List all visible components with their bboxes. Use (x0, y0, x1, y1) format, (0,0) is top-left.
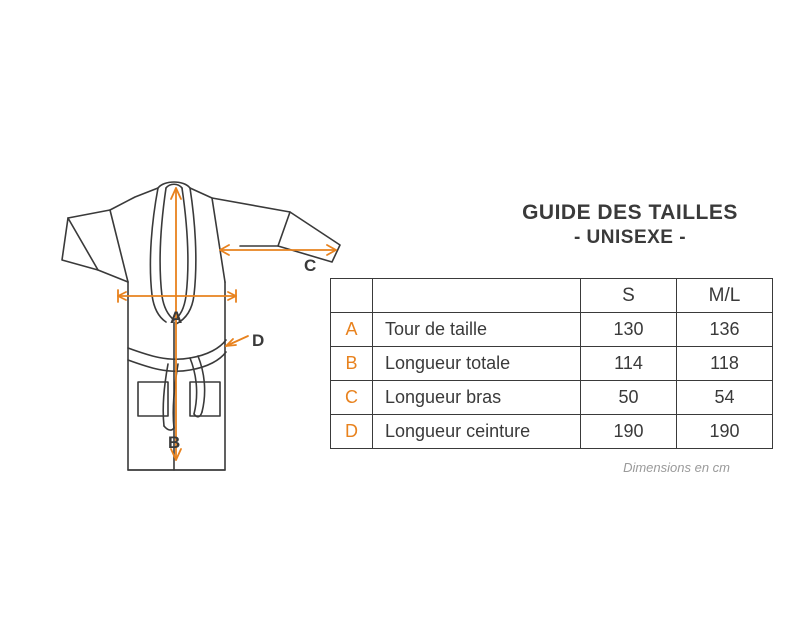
row-value-ml: 190 (677, 415, 773, 449)
page-title: GUIDE DES TAILLES (522, 201, 738, 224)
marker-label-b: B (168, 433, 181, 452)
marker-label-c: C (304, 256, 317, 275)
header-size-ml: M/L (677, 279, 773, 313)
row-key: D (331, 415, 373, 449)
header-size-s: S (581, 279, 677, 313)
row-key: B (331, 347, 373, 381)
row-label: Longueur bras (373, 381, 581, 415)
row-label: Longueur totale (373, 347, 581, 381)
marker-label-d: D (252, 331, 265, 350)
table-row (331, 313, 773, 347)
units-footnote: Dimensions en cm (623, 460, 730, 475)
table-row (331, 415, 773, 449)
row-value-s: 50 (581, 381, 677, 415)
table-body (331, 313, 773, 449)
page-subtitle: - UNISEXE - (573, 227, 687, 249)
row-value-ml: 54 (677, 381, 773, 415)
table-header-row (331, 279, 773, 313)
row-label: Tour de taille (373, 313, 581, 347)
table-row (331, 381, 773, 415)
row-value-ml: 118 (677, 347, 773, 381)
row-value-s: 130 (581, 313, 677, 347)
table-header (331, 279, 773, 313)
row-key: A (331, 313, 373, 347)
row-value-ml: 136 (677, 313, 773, 347)
table-row (331, 347, 773, 381)
row-value-s: 114 (581, 347, 677, 381)
row-value-s: 190 (581, 415, 677, 449)
row-label: Longueur ceinture (373, 415, 581, 449)
marker-label-a: A (170, 308, 183, 327)
header-label (373, 279, 581, 313)
right-panel (320, 200, 770, 251)
size-table-container (330, 278, 773, 449)
row-key: C (331, 381, 373, 415)
title-block (420, 200, 800, 251)
header-key (331, 279, 373, 313)
size-table (330, 278, 773, 449)
